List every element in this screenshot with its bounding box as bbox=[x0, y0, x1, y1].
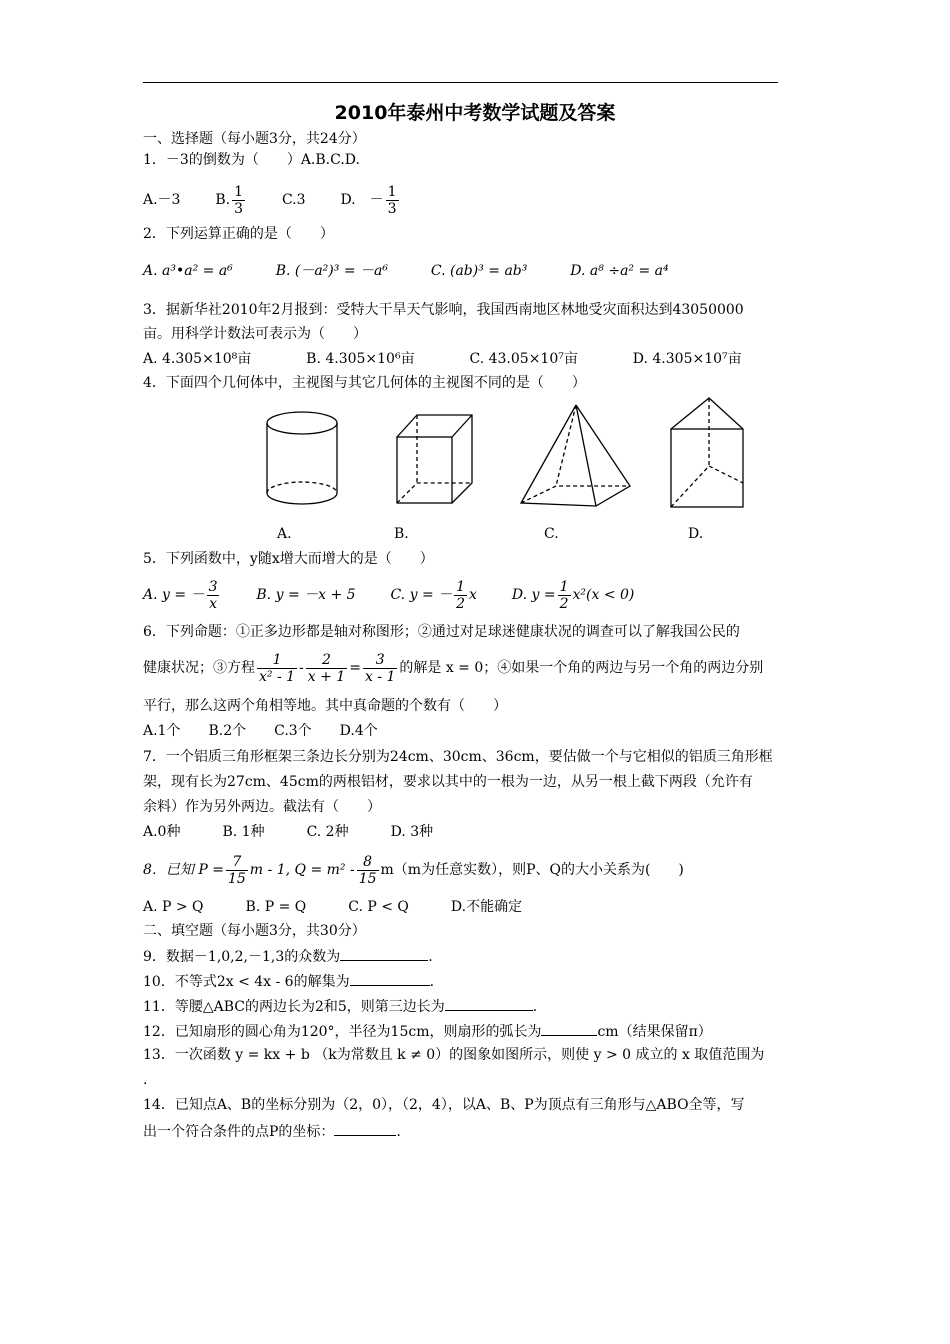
prism-figure bbox=[671, 398, 743, 507]
q6-f3-den: x - 1 bbox=[364, 668, 396, 685]
q5-a-num: 3 bbox=[208, 578, 218, 595]
q5-option-d: D. y = bbox=[511, 587, 556, 603]
q1-stem: 1．－3的倒数为（ ）A.B.C.D. bbox=[143, 152, 360, 168]
q5-option-b: B. y = －x + 5 bbox=[256, 587, 356, 603]
q6-f3-num: 3 bbox=[363, 652, 397, 669]
q10-answer-blank[interactable] bbox=[350, 971, 430, 986]
q6-line-2-post: 的解是 x = 0；④如果一个角的两边与另一个角的两边分别 bbox=[399, 660, 764, 676]
q7-options: A.0种 B. 1种 C. 2种 D. 3种 bbox=[143, 824, 434, 840]
q8-f1-den: 15 bbox=[227, 870, 246, 887]
q8-post: m（m为任意实数），则P、Q的大小关系为( ) bbox=[380, 862, 684, 878]
q8-stem bbox=[143, 850, 863, 890]
q5-c-den: 2 bbox=[456, 595, 466, 612]
q1-option-c: C.3 bbox=[281, 192, 306, 208]
q8-mid: m - 1, Q = m² - bbox=[249, 862, 355, 878]
q7-line-3: 余料）作为另外两边。截法有（ ） bbox=[143, 799, 381, 815]
q4-stem: 4．下面四个几何体中，主视图与其它几何体的主视图不同的是（ ） bbox=[143, 375, 586, 391]
q2-option-b: B. (－a²)³ = －a⁶ bbox=[275, 263, 388, 279]
q9-answer-blank[interactable] bbox=[340, 946, 428, 961]
section-2-heading: 二、填空题（每小题3分，共30分） bbox=[143, 923, 366, 939]
q4-solids-figure bbox=[0, 0, 950, 560]
q2-stem: 2．下列运算正确的是（ ） bbox=[143, 226, 334, 242]
q6-line-2-pre: 健康状况；③方程 bbox=[143, 660, 255, 676]
q5-d-den: 2 bbox=[559, 595, 569, 612]
q5-option-c: C. y = － bbox=[390, 587, 453, 603]
pyramid-figure bbox=[521, 405, 630, 506]
q6-line-1: 6．下列命题：①正多边形都是轴对称图形；②通过对足球迷健康状况的调查可以了解我国公民的 bbox=[143, 624, 740, 640]
q1-b-num: 1 bbox=[234, 183, 244, 200]
q8-pre: 8．已知 P = bbox=[143, 862, 224, 878]
q7-line-1: 7．一个铝质三角形框架三条边长分别为24cm、30cm、36cm，要估做一个与它相似的铝质三角形框 bbox=[143, 749, 773, 765]
cylinder-figure bbox=[267, 412, 337, 504]
q3-line-1: 3．据新华社2010年2月报到：受特大干旱天气影响，我国西南地区林地受灾面积达到43050000 bbox=[143, 302, 744, 318]
q6-line-2 bbox=[143, 648, 863, 688]
q9 bbox=[143, 946, 863, 966]
q6-f2-den: x + 1 bbox=[307, 668, 346, 685]
q5-option-a: A. y = － bbox=[143, 587, 205, 603]
q5-stem: 5．下列函数中，y随x增大而增大的是（ ） bbox=[143, 551, 434, 567]
q3-line-2: 亩。用科学计数法可表示为（ ） bbox=[143, 326, 367, 342]
q8-f2-num: 8 bbox=[357, 854, 379, 871]
q6-minus: - bbox=[299, 660, 304, 676]
q11-text: 11．等腰△ABC的两边长为2和5，则第三边长为 bbox=[143, 999, 445, 1015]
q5-a-fraction bbox=[207, 579, 220, 612]
q14-line-2 bbox=[143, 1121, 863, 1141]
q2-option-a: A. a³•a² = a⁶ bbox=[143, 263, 233, 279]
q14-line-1: 14．已知点A、B的坐标分别为（2，0），（2，4），以A、B、P为顶点有三角形与△ABO全等，写 bbox=[143, 1097, 745, 1113]
q9-post: . bbox=[428, 949, 433, 965]
q3-option-c: C. 43.05×10⁷亩 bbox=[469, 351, 578, 367]
page-title: 2010年泰州中考数学试题及答案 bbox=[334, 102, 616, 124]
q6-f1-den: x² - 1 bbox=[259, 668, 296, 685]
q5-a-den: x bbox=[209, 595, 217, 612]
q2-option-c: C. (ab)³ = ab³ bbox=[430, 263, 528, 279]
q5-d-num: 1 bbox=[559, 578, 569, 595]
q6-f3 bbox=[363, 652, 397, 685]
section-1-heading: 一、选择题（每小题3分，共24分） bbox=[143, 131, 366, 147]
q10-text: 10．不等式2x < 4x - 6的解集为 bbox=[143, 974, 350, 990]
cube-figure bbox=[397, 415, 472, 503]
q9-text: 9．数据－1,0,2,－1,3的众数为 bbox=[143, 949, 341, 965]
q5-d-fraction bbox=[558, 579, 571, 612]
q11-post: . bbox=[532, 999, 538, 1015]
q4-label-c: C. bbox=[544, 526, 559, 542]
q11 bbox=[143, 996, 863, 1016]
q8-f1-num: 7 bbox=[226, 854, 248, 871]
q14-text: 出一个符合条件的点P的坐标： bbox=[143, 1124, 335, 1140]
q6-eq: = bbox=[349, 660, 361, 676]
q13-line-1: 13．一次函数 y = kx + b （k为常数且 k ≠ 0）的图象如图所示，则使 y > 0 成立的 x 取值范围为 bbox=[143, 1047, 765, 1063]
q1-option-d: D. － bbox=[340, 192, 384, 208]
q13-line-2: . bbox=[143, 1072, 148, 1088]
q10 bbox=[143, 971, 863, 991]
q6-options: A.1个 B.2个 C.3个 D.4个 bbox=[143, 723, 378, 739]
q3-option-b: B. 4.305×10⁶亩 bbox=[306, 351, 415, 367]
q12-answer-blank[interactable] bbox=[541, 1021, 597, 1036]
q6-f2-num: 2 bbox=[306, 652, 347, 669]
q14-post: . bbox=[396, 1124, 401, 1140]
q5-c-fraction bbox=[454, 579, 467, 612]
q1-d-den: 3 bbox=[387, 200, 397, 217]
q10-post: . bbox=[429, 974, 435, 990]
q6-f1 bbox=[257, 652, 297, 685]
q5-d-post: x²(x < 0) bbox=[572, 587, 635, 603]
q3-option-a: A. 4.305×10⁸亩 bbox=[143, 351, 252, 367]
q12-text: 12．已知扇形的圆心角为120°，半径为15cm，则扇形的弧长为 bbox=[143, 1024, 542, 1040]
q11-answer-blank[interactable] bbox=[445, 996, 533, 1011]
q14-answer-blank[interactable] bbox=[334, 1121, 396, 1136]
q7-line-2: 架，现有长为27cm、45cm的两根铝材，要求以其中的一根为一边，从另一根上截下两段（允许有 bbox=[143, 774, 753, 790]
q4-label-d: D. bbox=[688, 526, 704, 542]
q4-label-a: A. bbox=[277, 526, 292, 542]
q6-f1-num: 1 bbox=[257, 652, 297, 669]
q8-f1 bbox=[226, 854, 248, 887]
q8-f2-den: 15 bbox=[358, 870, 377, 887]
q12 bbox=[143, 1021, 863, 1041]
q2-option-d: D. a⁸ ÷a² = a⁴ bbox=[570, 263, 669, 279]
q3-option-d: D. 4.305×10⁷亩 bbox=[632, 351, 742, 367]
q1-d-num: 1 bbox=[387, 183, 397, 200]
q1-b-den: 3 bbox=[234, 200, 244, 217]
q12-post: cm（结果保留π） bbox=[597, 1024, 712, 1040]
q5-options bbox=[143, 575, 863, 615]
q5-c-post: x bbox=[469, 587, 477, 603]
q1-option-b: B. bbox=[215, 192, 231, 208]
q8-f2 bbox=[357, 854, 379, 887]
q1-option-a: A.－3 bbox=[143, 192, 181, 208]
q5-c-num: 1 bbox=[456, 578, 466, 595]
q6-line-3: 平行，那么这两个角相等地。其中真命题的个数有（ ） bbox=[143, 698, 507, 714]
q6-f2 bbox=[306, 652, 347, 685]
q4-label-b: B. bbox=[394, 526, 409, 542]
q8-options: A. P > Q B. P = Q C. P < Q D.不能确定 bbox=[143, 899, 523, 915]
